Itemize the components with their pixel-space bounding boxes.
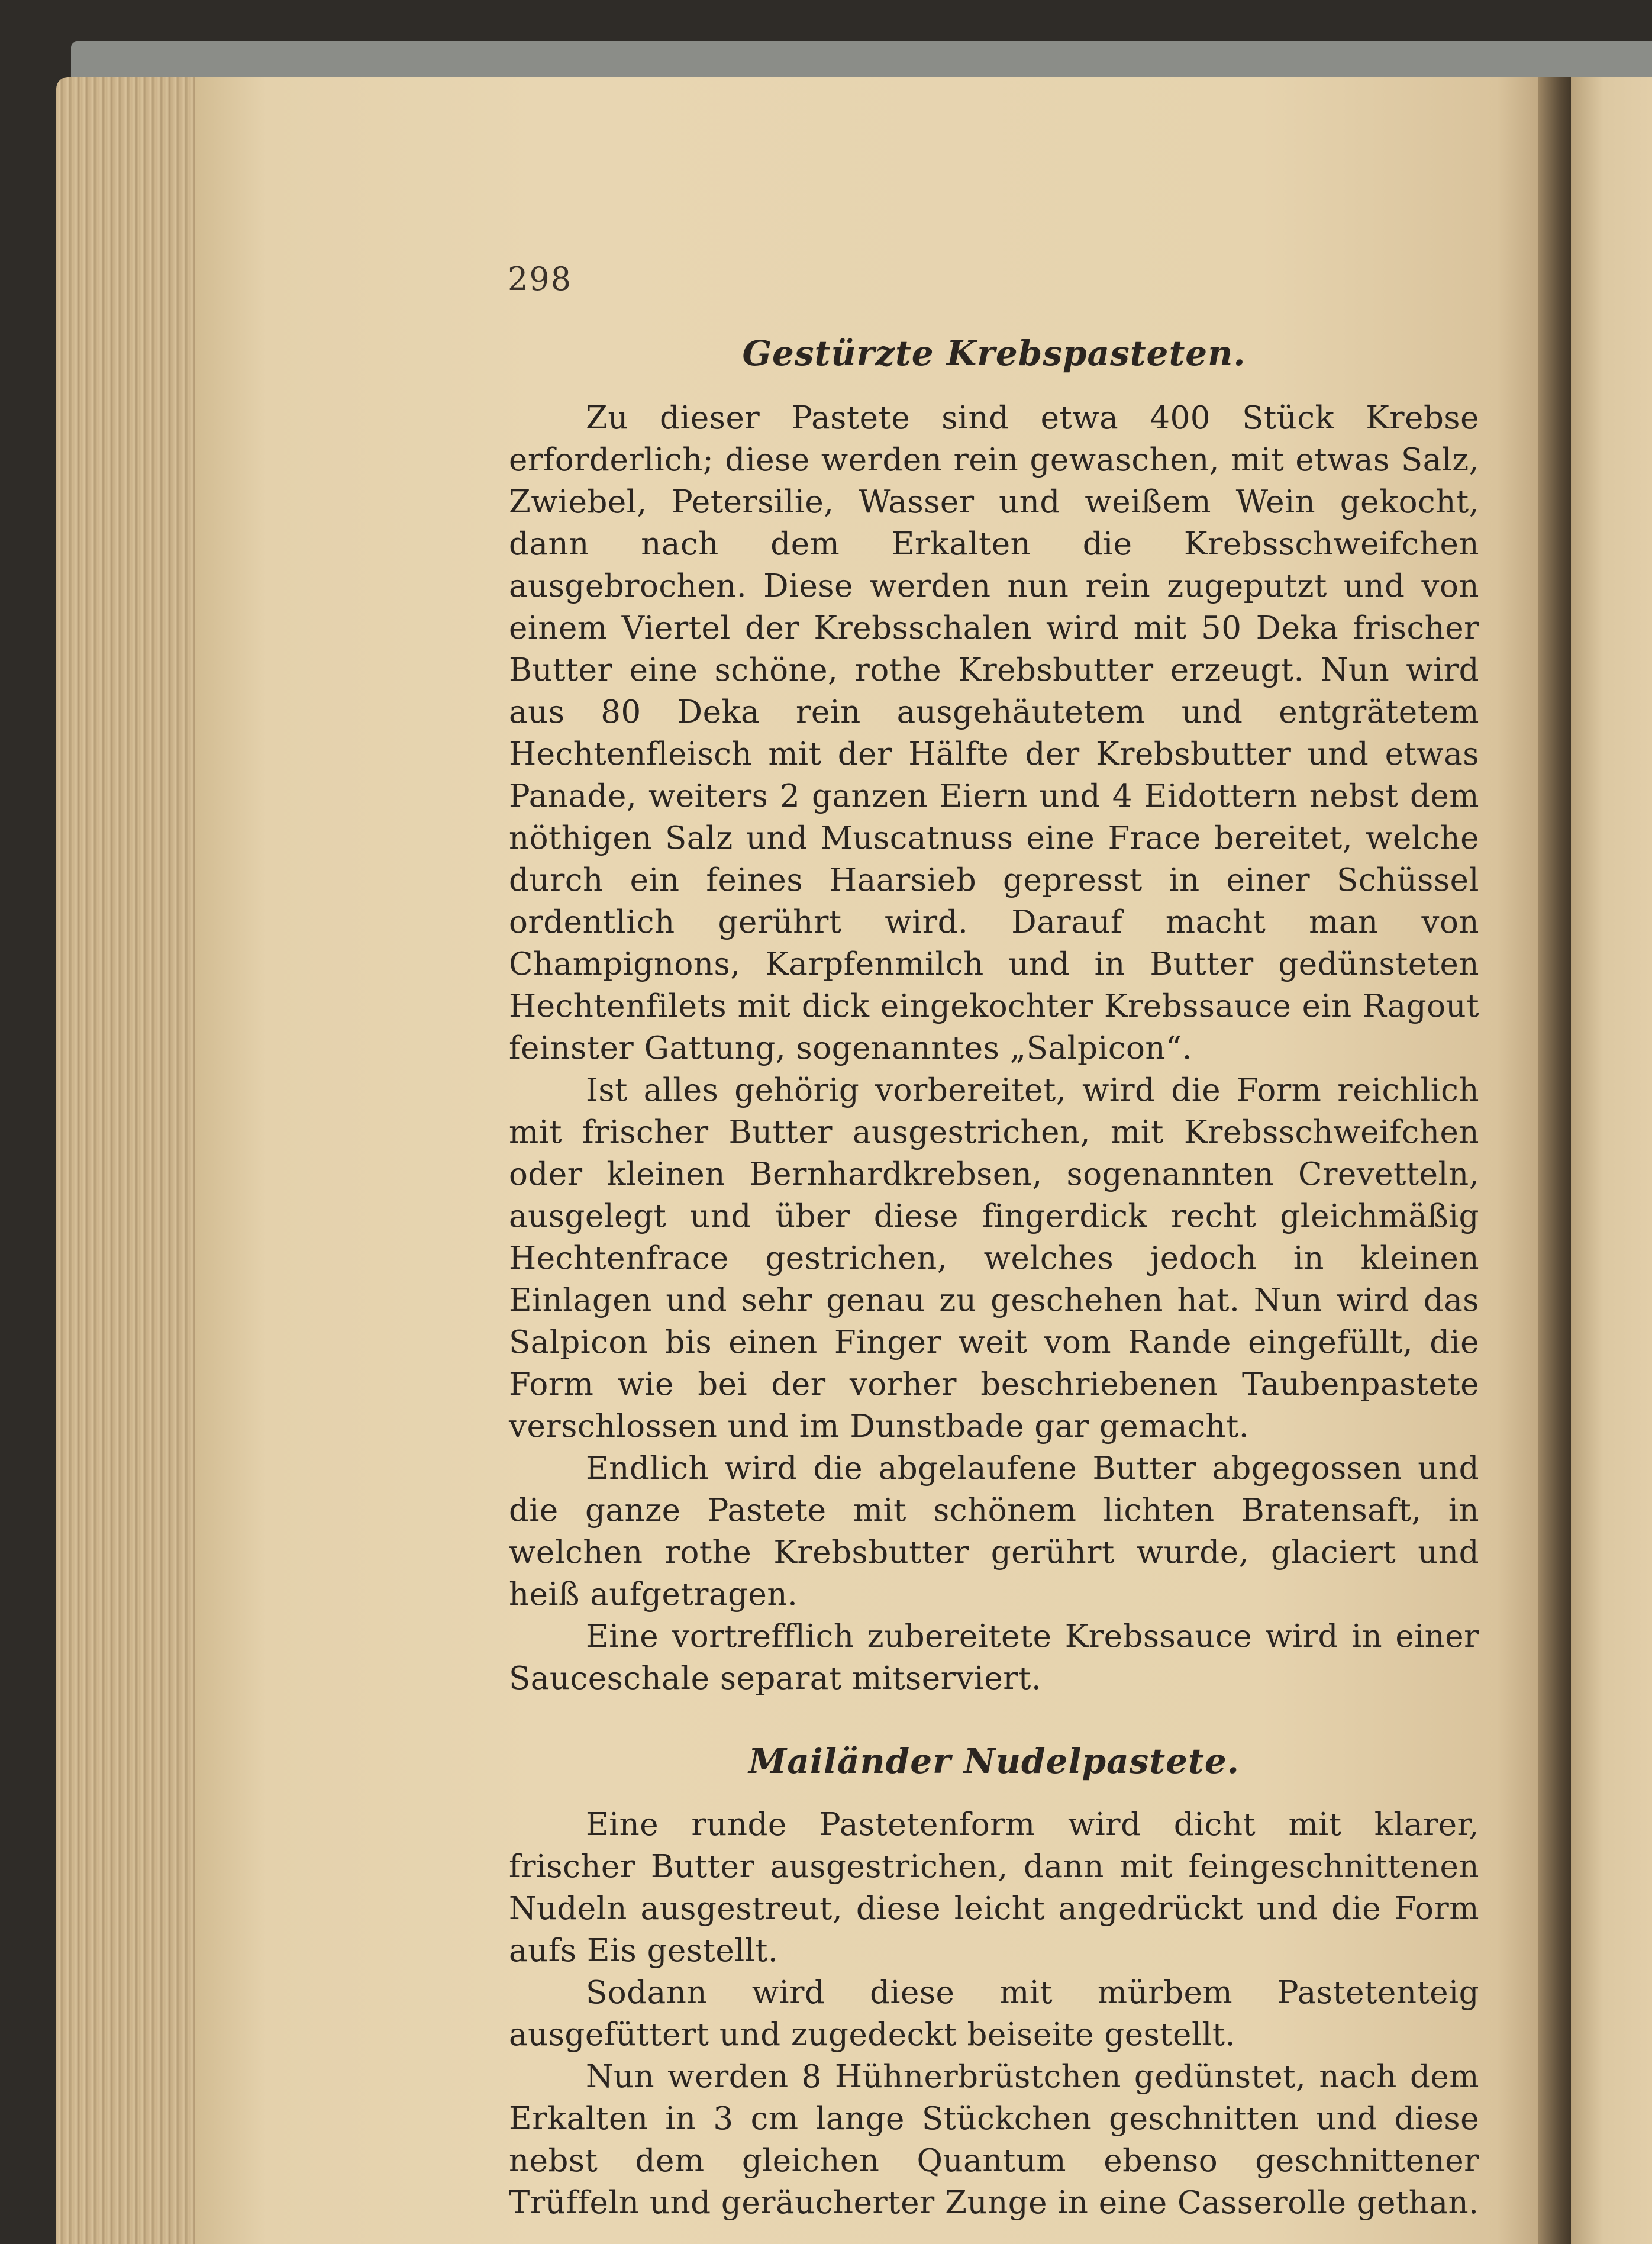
- section-title-krebspasteten: Gestürzte Krebspasteten.: [742, 333, 1246, 373]
- page-content: [509, 260, 1479, 2224]
- page-number: 298: [508, 260, 573, 298]
- paragraph: Zu dieser Pastete sind etwa 400 Stück Krebse erforderlich; diese werden rein gewaschen, mit etwas Salz, Zwiebel, Petersilie, Wasser und weißem Wein gekocht, dann nach dem Erkalten die Krebsschweifchen ausgebrochen. Diese werden nun rein zugeputzt und von einem Viertel der Krebsschalen wird mit 50 Deka frischer Butter eine schöne, rothe Krebsbutter erzeugt. Nun wird aus 80 Deka rein ausgehäutetem und entgrätetem Hechtenfleisch mit der Hälfte der Krebsbutter und etwas Panade, weiters 2 ganzen Eiern und 4 Eidottern nebst dem nöthigen Salz und Muscatnuss eine Frace bereitet, welche durch ein feines Haarsieb gepresst in einer Schüssel ordentlich gerührt wird. Darauf macht man von Champignons, Karpfenmilch und in Butter gedünsteten Hechtenfilets mit dick eingekochter Krebssauce ein Ragout feinster Gattung, sogenanntes „Salpicon“.: [509, 400, 1479, 1066]
- paragraph: Eine vortrefflich zubereitete Krebssauce wird in einer Sauceschale separat mitserviert.: [509, 1618, 1479, 1697]
- paragraph: Sodann wird diese mit mürbem Pastetenteig ausgefüttert und zugedeckt beiseite gestellt.: [509, 1975, 1479, 2053]
- next-page-edge: [1571, 77, 1652, 2244]
- book-gutter: [1538, 77, 1574, 2244]
- section-title-nudelpastete: Mailänder Nudelpastete.: [748, 1741, 1240, 1781]
- paragraph: Nun werden 8 Hühnerbrüstchen gedünstet, nach dem Erkalten in 3 cm lange Stückchen geschnitten und diese nebst dem gleichen Quantum ebenso geschnittener Trüffeln und geräucherter Zunge in eine Casserolle gethan.: [509, 2059, 1479, 2221]
- paragraph: Eine runde Pastetenform wird dicht mit klarer, frischer Butter ausgestrichen, dann mit feingeschnittenen Nudeln ausgestreut, diese leicht angedrückt und die Form aufs Eis gestellt.: [509, 1807, 1479, 1969]
- paragraph: Ist alles gehörig vorbereitet, wird die Form reichlich mit frischer Butter ausgestrichen, mit Krebsschweifchen oder kleinen Bernhardkrebsen, sogenannten Crevetteln, ausgelegt und über diese fingerdick recht gleichmäßig Hechtenfrace gestrichen, welches jedoch in kleinen Einlagen und sehr genau zu geschehen hat. Nun wird das Salpicon bis einen Finger weit vom Rande eingefüllt, die Form wie bei der vorher beschriebenen Taubenpastete verschlossen und im Dunstbade gar gemacht.: [509, 1072, 1479, 1445]
- paragraph: Endlich wird die abgelaufene Butter abgegossen und die ganze Pastete mit schönem lichten Bratensaft, in welchen rothe Krebsbutter gerührt wurde, glaciert und heiß aufgetragen.: [509, 1450, 1479, 1613]
